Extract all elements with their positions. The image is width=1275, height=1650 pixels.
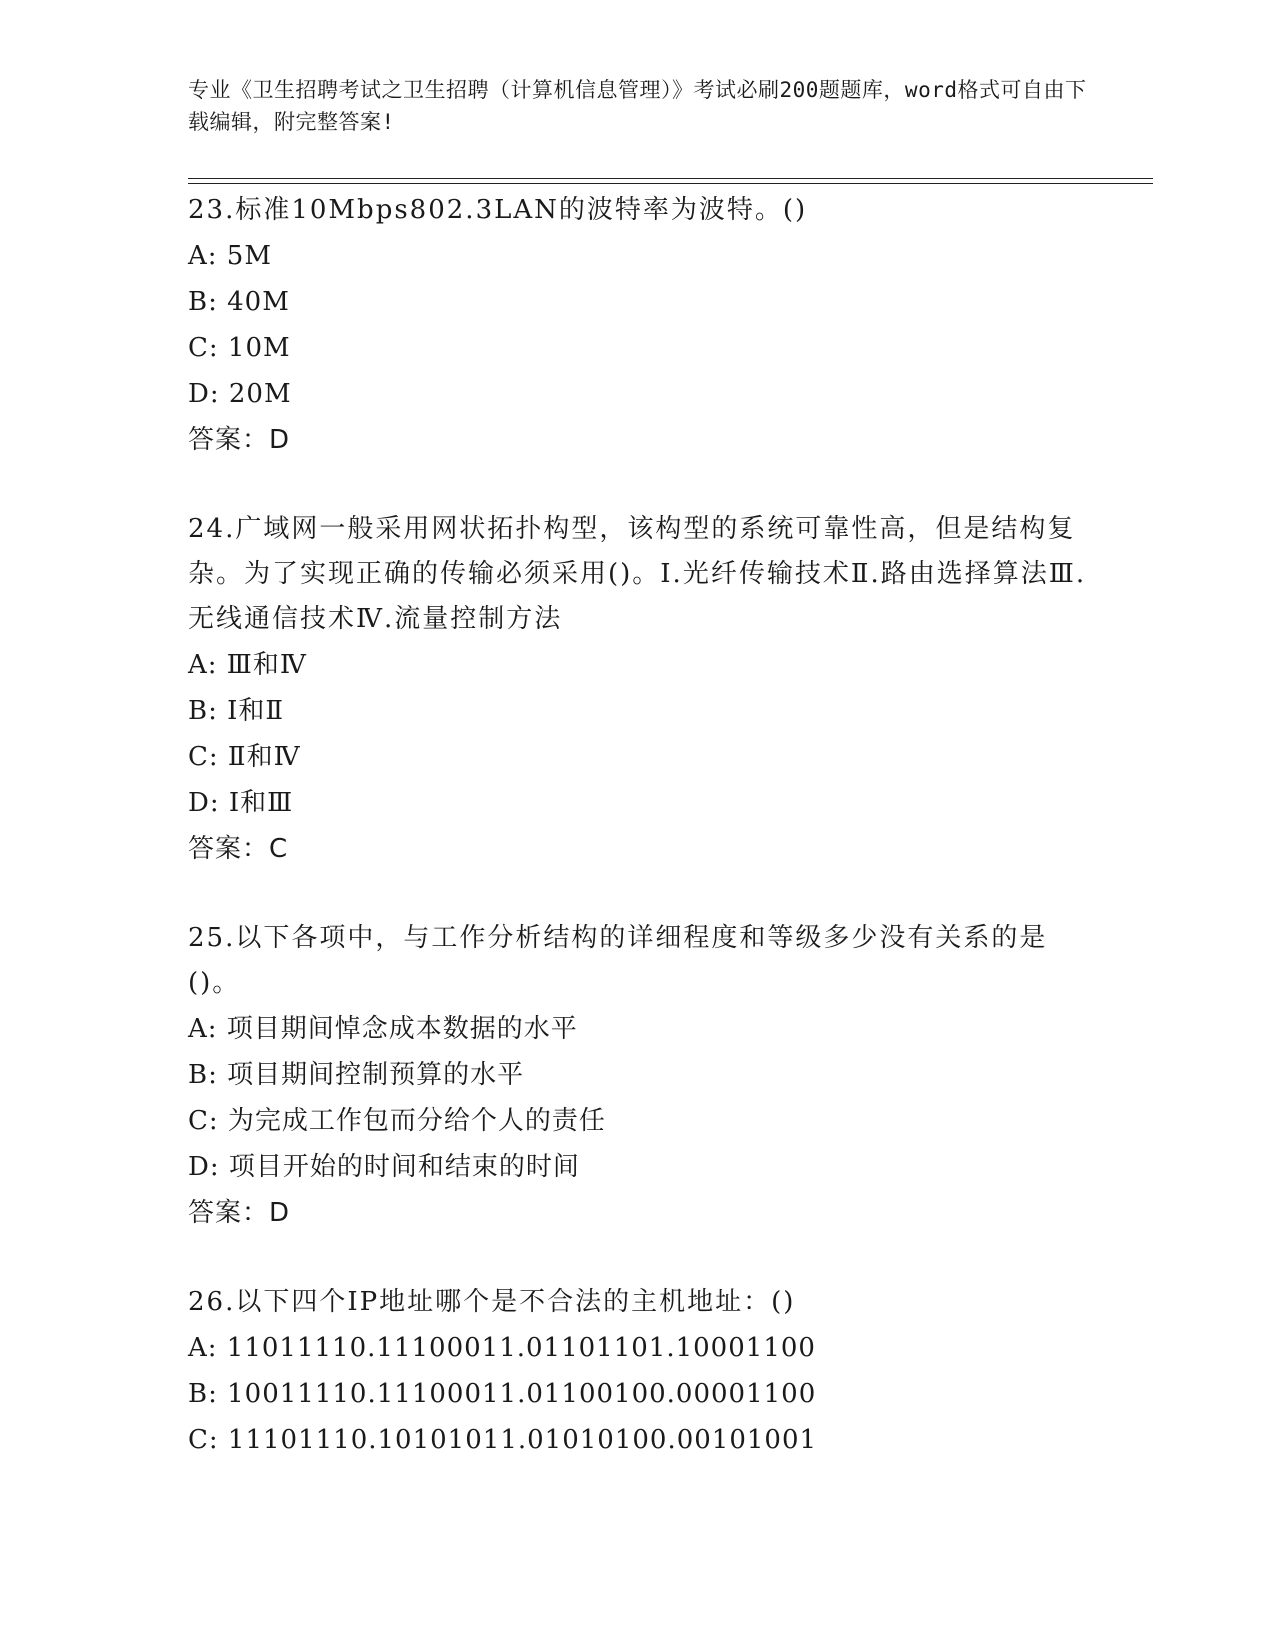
answer-text: 答案：C — [188, 834, 289, 864]
question-23 — [188, 188, 1088, 463]
option-a: A: Ⅲ和Ⅳ — [188, 650, 307, 680]
option-c: C: 11101110.10101011.01010100.00101001 — [188, 1425, 818, 1455]
option-c: C: 10M — [188, 333, 291, 363]
question-text: 24.广域网一般采用网状拓扑构型，该构型的系统可靠性高，但是结构复杂。为了实现正确的传输必须采用()。Ⅰ.光纤传输技术Ⅱ.路由选择算法Ⅲ.无线通信技术Ⅳ.流量控制方法 — [188, 514, 1087, 634]
answer-text: 答案：D — [188, 1198, 291, 1228]
option-d: D: 20M — [188, 379, 292, 409]
question-list — [188, 188, 1088, 1507]
question-text: 26.以下四个IP地址哪个是不合法的主机地址：() — [188, 1287, 796, 1317]
option-b: B: 40M — [188, 287, 290, 317]
option-d: D: Ⅰ和Ⅲ — [188, 788, 294, 818]
option-a: A: 5M — [188, 241, 272, 271]
option-d: D: 项目开始的时间和结束的时间 — [188, 1152, 580, 1182]
question-text: 25.以下各项中，与工作分析结构的详细程度和等级多少没有关系的是()。 — [188, 923, 1048, 998]
option-b: B: 项目期间控制预算的水平 — [188, 1060, 525, 1090]
question-text: 23.标准10Mbps802.3LAN的波特率为波特。() — [188, 195, 808, 225]
option-b: B: Ⅰ和Ⅱ — [188, 696, 285, 726]
header-divider-top — [188, 178, 1153, 179]
option-a: A: 11011110.11100011.01101101.10001100 — [188, 1333, 816, 1363]
question-24 — [188, 507, 1088, 872]
option-c: C: 为完成工作包而分给个人的责任 — [188, 1106, 606, 1136]
question-25 — [188, 916, 1088, 1236]
header-divider-bottom — [188, 183, 1153, 184]
option-c: C: Ⅱ和Ⅳ — [188, 742, 301, 772]
question-26 — [188, 1280, 1088, 1463]
document-header: 专业《卫生招聘考试之卫生招聘（计算机信息管理）》考试必刷200题题库，word格式可自由下载编辑，附完整答案! — [188, 78, 1087, 134]
option-a: A: 项目期间悼念成本数据的水平 — [188, 1014, 578, 1044]
answer-text: 答案：D — [188, 425, 291, 455]
option-b: B: 10011110.11100011.01100100.00001100 — [188, 1379, 817, 1409]
